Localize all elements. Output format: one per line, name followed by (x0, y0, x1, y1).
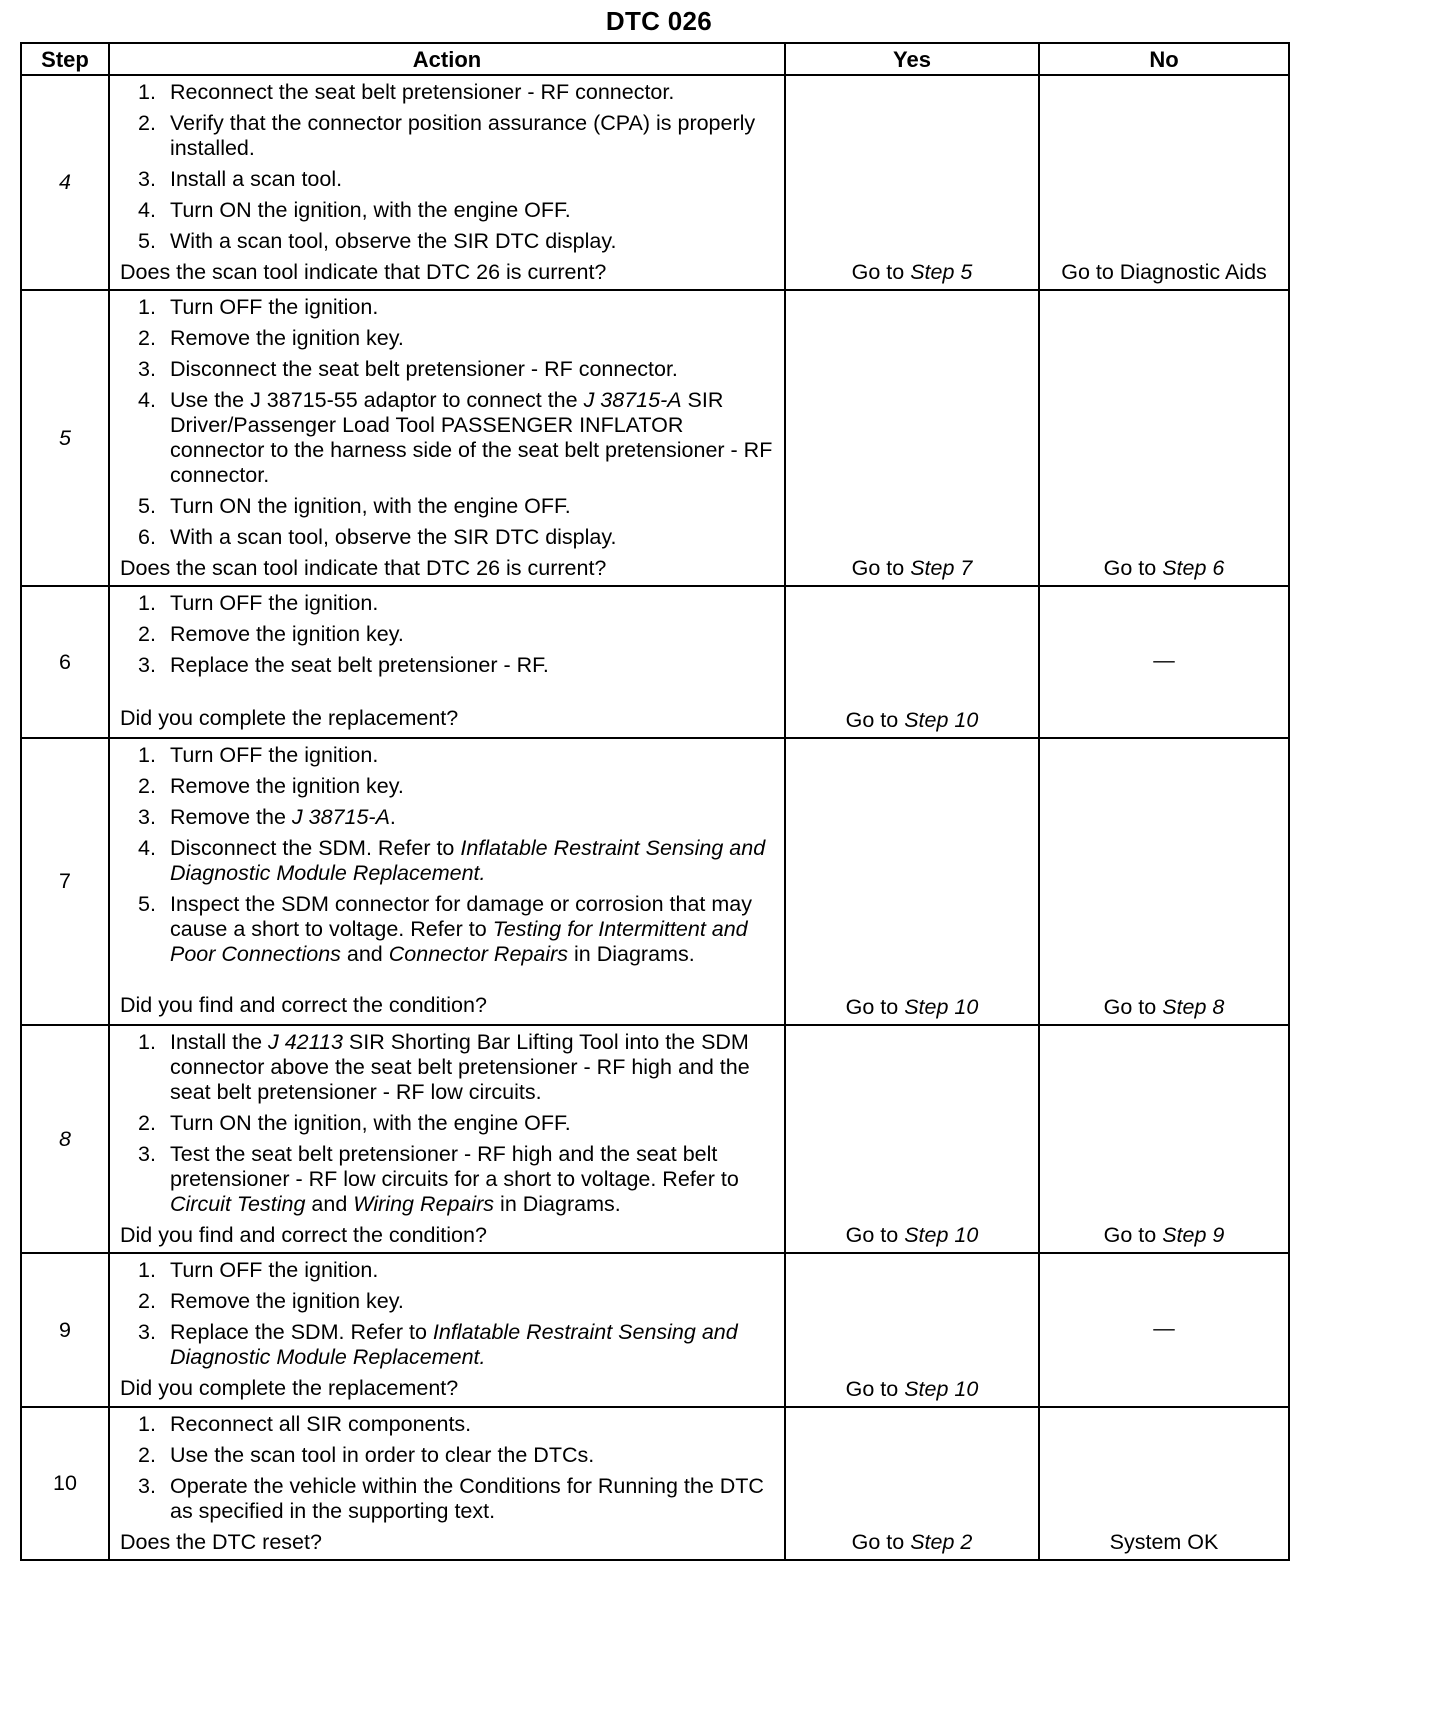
text-run: Inspect the SDM connector for damage or corrosion that may cause a short to voltage. Refer to (170, 892, 752, 941)
text-run: Replace the SDM. Refer to (170, 1320, 433, 1344)
action-cell (109, 738, 785, 1025)
action-cell (109, 290, 785, 586)
yes-result (785, 738, 1039, 1025)
step-number: 7 (21, 738, 109, 1025)
italic-ref: Step 10 (904, 1377, 979, 1401)
text-run: Install the (170, 1030, 268, 1054)
action-step (120, 805, 774, 830)
yes-result (785, 75, 1039, 290)
action-step-number: 2. (138, 1111, 156, 1135)
action-step (120, 326, 774, 351)
italic-ref: Step 10 (904, 708, 979, 732)
text-run: Use the J 38715-55 adaptor to connect the (170, 388, 584, 412)
action-step-number: 6. (138, 525, 156, 549)
text-run: Remove the ignition key. (170, 326, 404, 350)
action-step-number: 1. (138, 1030, 156, 1054)
action-cell (109, 1025, 785, 1253)
action-step (120, 1412, 774, 1437)
text-run: SIR Driver/Passenger Load Tool PASSENGER INFLATOR connector to the harness side of the seat belt pretensioner - RF connector. (170, 388, 773, 487)
text-run: Remove the ignition key. (170, 1289, 404, 1313)
action-step-number: 1. (138, 295, 156, 319)
action-step-number: 3. (138, 357, 156, 381)
table-row (21, 75, 1289, 290)
text-run: Turn OFF the ignition. (170, 1258, 379, 1282)
yes-result (785, 290, 1039, 586)
header-yes: Yes (785, 43, 1039, 75)
action-steps-list (120, 295, 774, 550)
text-run: and (305, 1192, 354, 1216)
action-step (120, 167, 774, 192)
text-run: Disconnect the seat belt pretensioner - RF connector. (170, 357, 678, 381)
text-run: Go to Diagnostic Aids (1061, 260, 1267, 284)
action-step-number: 2. (138, 774, 156, 798)
yes-result (785, 586, 1039, 738)
italic-ref: Step 6 (1162, 556, 1225, 580)
text-run: Disconnect the SDM. Refer to (170, 836, 461, 860)
text-run: and (340, 942, 389, 966)
italic-ref: J 38715-A (291, 805, 390, 829)
step-question: Does the DTC reset? (120, 1530, 322, 1554)
text-run: — (1153, 647, 1175, 672)
action-step-number: 5. (138, 494, 156, 518)
action-step-number: 5. (138, 229, 156, 253)
table-row (21, 1407, 1289, 1560)
action-step (120, 198, 774, 223)
header-action: Action (109, 43, 785, 75)
yes-result (785, 1407, 1039, 1560)
action-step (120, 591, 774, 616)
no-result (1039, 738, 1289, 1025)
yes-result (785, 1025, 1039, 1253)
action-step (120, 357, 774, 382)
step-number: 5 (21, 290, 109, 586)
action-step-number: 4. (138, 836, 156, 860)
text-run: Go to (845, 1377, 905, 1401)
no-result (1039, 1253, 1289, 1407)
action-step-number: 1. (138, 1258, 156, 1282)
step-number: 8 (21, 1025, 109, 1253)
italic-ref: Connector Repairs (388, 942, 569, 966)
header-no: No (1039, 43, 1289, 75)
action-steps-list (120, 1412, 774, 1524)
text-run: Turn ON the ignition, with the engine OFF. (170, 198, 571, 222)
action-step-number: 1. (138, 743, 156, 767)
action-cell (109, 1407, 785, 1560)
header-row (21, 43, 1289, 75)
text-run: Turn OFF the ignition. (170, 295, 379, 319)
action-step (120, 1030, 774, 1105)
action-steps-list (120, 1258, 774, 1370)
italic-ref: Step 10 (904, 1223, 979, 1247)
text-run: . (389, 805, 396, 829)
action-step-number: 2. (138, 326, 156, 350)
italic-ref: J 42113 (268, 1030, 343, 1054)
page-title: DTC 026 (605, 6, 713, 36)
text-run: Replace the seat belt pretensioner - RF. (170, 653, 549, 677)
text-run: Go to (1103, 556, 1163, 580)
italic-ref: Step 7 (910, 556, 973, 580)
text-run: Go to (845, 995, 905, 1019)
italic-ref: Step 10 (904, 995, 979, 1019)
action-steps-list (120, 80, 774, 254)
action-step-number: 3. (138, 1320, 156, 1344)
text-run: Verify that the connector position assurance (CPA) is properly installed. (170, 111, 756, 160)
action-step (120, 743, 774, 768)
italic-ref: Step 2 (910, 1530, 973, 1554)
italic-ref: Circuit Testing (170, 1192, 306, 1216)
text-run: Operate the vehicle within the Conditions for Running the DTC as specified in the supporting text. (170, 1474, 764, 1523)
table-row (21, 586, 1289, 738)
table-row (21, 738, 1289, 1025)
action-step (120, 494, 774, 519)
table-row (21, 1025, 1289, 1253)
action-step (120, 1142, 774, 1217)
yes-result (785, 1253, 1039, 1407)
action-step-number: 3. (138, 1142, 156, 1166)
italic-ref: J 38715-A (583, 388, 682, 412)
text-run: Turn ON the ignition, with the engine OFF. (170, 1111, 571, 1135)
text-run: Remove the ignition key. (170, 622, 404, 646)
text-run: Turn OFF the ignition. (170, 591, 379, 615)
action-step-number: 3. (138, 167, 156, 191)
action-step (120, 622, 774, 647)
step-question: Did you complete the replacement? (120, 706, 459, 730)
text-run: Install a scan tool. (170, 167, 343, 191)
text-run: Reconnect all SIR components. (170, 1412, 472, 1436)
step-question: Did you find and correct the condition? (120, 1223, 487, 1247)
action-step (120, 525, 774, 550)
action-step-number: 1. (138, 80, 156, 104)
text-run: — (1153, 1315, 1175, 1340)
dtc-table (20, 42, 1290, 1561)
action-step-number: 1. (138, 1412, 156, 1436)
action-step (120, 774, 774, 799)
action-step (120, 1443, 774, 1468)
action-step (120, 1320, 774, 1370)
action-cell (109, 75, 785, 290)
action-step (120, 111, 774, 161)
action-step-number: 2. (138, 1289, 156, 1313)
action-step (120, 653, 774, 678)
text-run: Remove the ignition key. (170, 774, 404, 798)
text-run: Go to (1103, 1223, 1163, 1247)
italic-ref: Testing for Intermittent and Poor Connections (170, 917, 748, 966)
action-step (120, 80, 774, 105)
text-run: System OK (1109, 1530, 1219, 1554)
italic-ref: Wiring Repairs (353, 1192, 495, 1216)
table-row (21, 1253, 1289, 1407)
action-cell (109, 1253, 785, 1407)
table-body (21, 75, 1289, 1560)
action-step-number: 4. (138, 198, 156, 222)
text-run: Go to (851, 556, 911, 580)
step-number: 6 (21, 586, 109, 738)
action-steps-list (120, 591, 774, 678)
action-step-number: 2. (138, 622, 156, 646)
text-run: Go to (845, 708, 905, 732)
action-step (120, 1258, 774, 1283)
text-run: in Diagrams. (494, 1192, 621, 1216)
text-run: Go to (851, 260, 911, 284)
action-step (120, 388, 774, 488)
no-result (1039, 290, 1289, 586)
italic-ref: Inflatable Restraint Sensing and Diagnostic Module Replacement. (170, 836, 766, 885)
text-run: Go to (851, 1530, 911, 1554)
text-run: Reconnect the seat belt pretensioner - RF connector. (170, 80, 675, 104)
no-result (1039, 1025, 1289, 1253)
step-number: 4 (21, 75, 109, 290)
step-question: Does the scan tool indicate that DTC 26 is current? (120, 556, 607, 580)
step-question: Did you find and correct the condition? (120, 993, 487, 1017)
action-step (120, 1289, 774, 1314)
italic-ref: Step 9 (1162, 1223, 1225, 1247)
text-run: Remove the (170, 805, 292, 829)
no-result (1039, 1407, 1289, 1560)
italic-ref: Step 5 (910, 260, 973, 284)
step-number: 10 (21, 1407, 109, 1560)
table-row (21, 290, 1289, 586)
text-run: in Diagrams. (568, 942, 695, 966)
text-run: With a scan tool, observe the SIR DTC display. (170, 525, 617, 549)
action-cell (109, 586, 785, 738)
text-run: Turn ON the ignition, with the engine OFF. (170, 494, 571, 518)
no-result (1039, 586, 1289, 738)
action-step-number: 5. (138, 892, 156, 916)
action-step-number: 3. (138, 805, 156, 829)
action-step-number: 3. (138, 653, 156, 677)
text-run: Use the scan tool in order to clear the DTCs. (170, 1443, 595, 1467)
text-run: SIR Shorting Bar Lifting Tool into the SDM connector above the seat belt pretensioner - RF high and the seat belt pretensioner - RF low circuits. (170, 1030, 750, 1104)
action-step (120, 836, 774, 886)
no-result (1039, 75, 1289, 290)
action-step (120, 229, 774, 254)
text-run: Turn OFF the ignition. (170, 743, 379, 767)
header-step: Step (21, 43, 109, 75)
step-question: Does the scan tool indicate that DTC 26 is current? (120, 260, 607, 284)
action-steps-list (120, 1030, 774, 1217)
action-step (120, 892, 774, 967)
text-run: Test the seat belt pretensioner - RF high and the seat belt pretensioner - RF low circuits for a short to voltage. Refer to (170, 1142, 739, 1191)
text-run: Go to (845, 1223, 905, 1247)
action-step (120, 1111, 774, 1136)
action-step-number: 3. (138, 1474, 156, 1498)
action-step-number: 1. (138, 591, 156, 615)
action-step-number: 2. (138, 111, 156, 135)
action-step (120, 1474, 774, 1524)
text-run: With a scan tool, observe the SIR DTC display. (170, 229, 617, 253)
step-number: 9 (21, 1253, 109, 1407)
action-step-number: 2. (138, 1443, 156, 1467)
action-step-number: 4. (138, 388, 156, 412)
italic-ref: Inflatable Restraint Sensing and Diagnostic Module Replacement. (170, 1320, 738, 1369)
text-run: Go to (1103, 995, 1163, 1019)
action-step (120, 295, 774, 320)
step-question: Did you complete the replacement? (120, 1376, 459, 1400)
italic-ref: Step 8 (1162, 995, 1225, 1019)
action-steps-list (120, 743, 774, 967)
